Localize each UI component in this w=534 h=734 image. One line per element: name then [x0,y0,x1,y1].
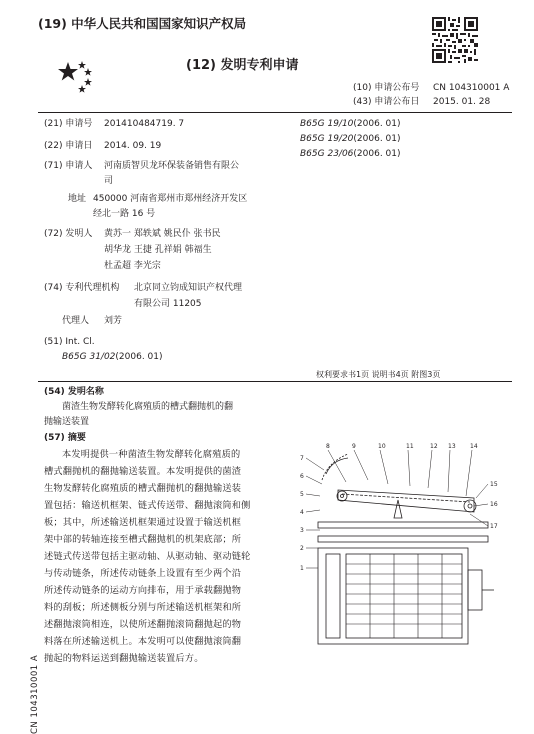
application-number-label: (21) 申请号 [44,119,93,129]
abstract-text [44,446,284,667]
section-rule [38,381,512,382]
ipc-code: B65G 19/20 [300,134,354,144]
inventor-line: 杜孟超 李光宗 [104,261,161,271]
agency-line: 有限公司 11205 [134,299,202,309]
figure-label: 16 [490,501,498,508]
invention-name-line: 抛输送装置 [44,417,90,427]
ipc-year: (2006. 01) [353,149,401,159]
agency-label: (74) 专利代理机构 [44,283,120,293]
abstract-line: 述翻抛滚筒相连，以使所述翻抛滚筒翻抛起的物 [44,619,242,630]
abstract-line: 本发明提供一种菌渣生物发酵转化腐殖质的 [62,449,241,460]
publication-number-label: (10) 申请公布号 [353,83,420,93]
agency-line: 北京同立钧成知识产权代理 [134,283,243,293]
figure-label: 12 [430,443,438,450]
inventor-line: 黄苏一 郑轶斌 姚民仆 张书民 [104,229,221,239]
figure-label: 2 [300,545,304,552]
figure-label: 14 [470,443,478,450]
document-kind: (12) 发明专利申请 [186,58,299,73]
figure-label: 13 [448,443,456,450]
side-publication-number: CN 104310001 A [30,654,40,734]
invention-name-line: 菌渣生物发酵转化腐殖质的槽式翻抛机的翻 [62,402,234,412]
qr-code [432,17,478,63]
figure-label: 7 [300,455,304,462]
ipc-entry [300,148,401,160]
applicant-line: 河南质智贝龙环保装备销售有限公 [104,161,240,171]
ipc-year: (2006. 01) [353,134,401,144]
figure-label: 6 [300,473,304,480]
abstract-line: 抛起的物料运送到翻抛输送装置后方。 [44,653,204,664]
abstract-line: 架中部的转轴连接至槽式翻抛机的机架底部；所 [44,534,242,545]
abstract-figure [298,440,508,650]
figure-label: 15 [490,481,498,488]
publication-number: CN 104310001 A [433,83,510,93]
agent-label: 代理人 [62,316,90,326]
address-line: 450000 河南省郑州市郑州经济开发区 [93,194,248,204]
inventor-label: (72) 发明人 [44,229,93,239]
agent-name: 刘芳 [104,316,123,326]
figure-label: 10 [378,443,386,450]
figure-label: 8 [326,443,330,450]
figure-label: 17 [490,523,498,530]
figure-label: 9 [352,443,356,450]
abstract-line: 料的刮板；所述侧板分别与所述输送机框架和所 [44,602,242,613]
abstract-label: (57) 摘要 [44,433,86,443]
inventor-line: 胡华龙 王捷 孔祥娟 韩福生 [104,245,212,255]
address-line: 经北一路 16 号 [93,209,156,219]
address-label: 地址 [68,194,87,204]
figure-label: 4 [300,509,304,516]
office-name: (19) 中华人民共和国国家知识产权局 [38,16,247,31]
abstract-line: 生物发酵转化腐殖质的槽式翻抛机的翻抛输送装 [44,483,242,494]
abstract-line: 槽式翻抛机的翻抛输送装置。本发明提供的菌渣 [44,466,242,477]
abstract-line: 料落在所述输送机上。本发明可以使翻抛滚筒翻 [44,636,242,647]
ipc-code: B65G 19/10 [300,119,354,129]
intcl-code: B65G 31/02 [62,352,116,362]
application-date: 2014. 09. 19 [104,141,162,151]
figure-label: 5 [300,491,304,498]
abstract-line: 置包括：输送机框架、链式传送带、翻抛滚筒和侧 [44,500,251,511]
ipc-year: (2006. 01) [353,119,401,129]
publication-date-label: (43) 申请公布日 [353,97,420,107]
ipc-code: B65G 23/06 [300,149,354,159]
figure-label: 11 [406,443,414,450]
applicant-label: (71) 申请人 [44,161,93,171]
header-rule [38,112,512,113]
abstract-line: 述链式传送带包括主驱动轴、从驱动轴、驱动链轮 [44,551,251,562]
application-date-label: (22) 申请日 [44,141,93,151]
figure-label: 3 [300,527,304,534]
applicant-line: 司 [104,176,114,186]
ipc-entry [300,118,401,130]
intcl-label: (51) Int. Cl. [44,337,95,347]
page-counts: 权利要求书1页 说明书4页 附图3页 [316,370,441,379]
intcl-entry [62,351,163,363]
emblem-icon [54,58,100,98]
application-number: 201410484719. 7 [104,119,185,129]
invention-name-label: (54) 发明名称 [44,387,104,397]
abstract-line: 与传动链条，所述传动链条上设置有至少两个沿 [44,568,242,579]
intcl-year: (2006. 01) [115,352,163,362]
abstract-line: 所述传动链条的运动方向排布，用于承载翻抛物 [44,585,242,596]
publication-date: 2015. 01. 28 [433,97,491,107]
figure-label: 1 [300,565,304,572]
ipc-entry [300,133,401,145]
abstract-line: 板；其中，所述输送机框架通过设置于输送机框 [44,517,242,528]
